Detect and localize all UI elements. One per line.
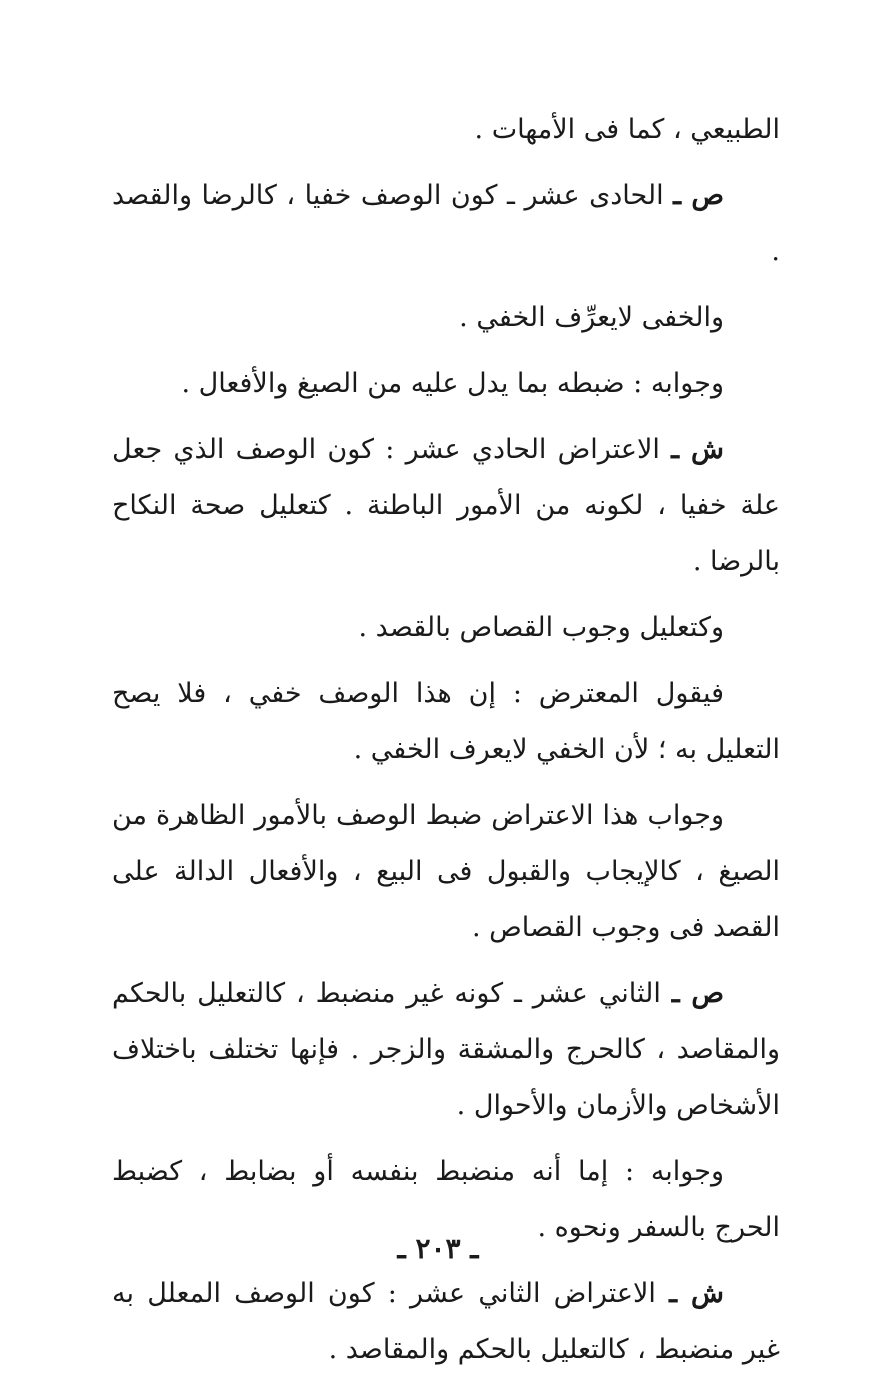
paragraph-7-text: فيقول المعترض : إن هذا الوصف خفي ، فلا يصح التعليل به ؛ لأن الخفي لايعرف الخفي . <box>112 678 780 765</box>
paragraph-5 <box>112 422 780 590</box>
paragraph-2-text: الحادى عشر ـ كون الوصف خفيا ، كالرضا والقصد . <box>112 180 780 267</box>
page-body <box>112 102 780 1388</box>
paragraph-9-text: الثاني عشر ـ كونه غير منضبط ، كالتعليل بالحكم والمقاصد ، كالحرج والمشقة والزجر . فإنها تختلف باختلاف الأشخاص والأزمان والأحوال . <box>112 978 780 1121</box>
paragraph-6-text: وكتعليل وجوب القصاص بالقصد . <box>358 612 724 643</box>
paragraph-7 <box>112 666 780 778</box>
sad-marker: ص ـ <box>673 180 725 211</box>
paragraph-11 <box>112 1266 780 1378</box>
paragraph-8-text: وجواب هذا الاعتراض ضبط الوصف بالأمور الظاهرة من الصيغ ، كالإيجاب والقبول فى البيع ، والأفعال الدالة على القصد فى وجوب القصاص . <box>112 800 780 943</box>
paragraph-10-text: وجوابه : إما أنه منضبط بنفسه أو بضابط ، كضبط الحرج بالسفر ونحوه . <box>112 1156 780 1243</box>
page-number: ـ ٢٠٣ ـ <box>397 1232 479 1265</box>
paragraph-4-text: وجوابه : ضبطه بما يدل عليه من الصيغ والأفعال . <box>181 368 724 399</box>
shin-marker: ش ـ <box>669 1278 724 1309</box>
paragraph-6 <box>112 600 780 656</box>
paragraph-1 <box>112 102 780 158</box>
paragraph-8 <box>112 788 780 956</box>
paragraph-9 <box>112 966 780 1134</box>
paragraph-1-text: الطبيعي ، كما فى الأمهات . <box>474 114 780 145</box>
paragraph-3 <box>112 290 780 346</box>
paragraph-11-text: الاعتراض الثاني عشر : كون الوصف المعلل به غير منضبط ، كالتعليل بالحكم والمقاصد . <box>112 1278 780 1365</box>
paragraph-2 <box>112 168 780 280</box>
paragraph-4 <box>112 356 780 412</box>
paragraph-5-text: الاعتراض الحادي عشر : كون الوصف الذي جعل علة خفيا ، لكونه من الأمور الباطنة . كتعليل صحة النكاح بالرضا . <box>112 434 780 577</box>
paragraph-3-text: والخفى لايعرِّف الخفي . <box>459 302 724 333</box>
shin-marker: ش ـ <box>671 434 724 465</box>
sad-marker: ص ـ <box>671 978 724 1009</box>
